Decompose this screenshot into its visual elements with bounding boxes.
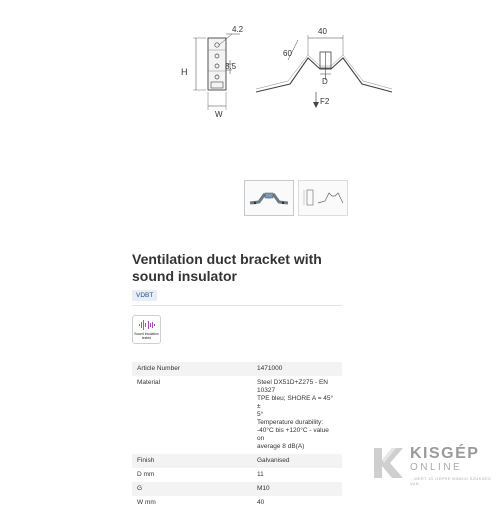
product-title: Ventilation duct bracket with sound insulator xyxy=(132,251,322,284)
technical-drawing xyxy=(160,20,410,120)
bracket-width-label: 40 xyxy=(318,27,327,36)
product-photo-thumbnail[interactable] xyxy=(244,180,294,216)
watermark-brand: KISGÉP xyxy=(410,445,480,462)
watermark-slogan: ...MERT JÓ GÉPRE MINDIG SZÜKSÉG VAN xyxy=(410,476,491,486)
spec-row-g xyxy=(132,482,342,496)
spec-value: Steel DX51D+Z275 - EN 10327 TPE bleu; SHORE A = 45° ± 5° Temperature durability: -40°C bis +120°C - value on average 8 dB(A) xyxy=(257,379,334,450)
side-view-bracket xyxy=(256,58,392,92)
height-label: H xyxy=(181,67,188,77)
sound-insulation-badge xyxy=(132,315,161,344)
width-label: W xyxy=(215,110,223,119)
diameter-label: D xyxy=(322,77,328,86)
spec-value: 1471000 xyxy=(257,365,283,372)
divider xyxy=(132,305,342,306)
spec-key: Material xyxy=(137,379,161,386)
bracket-photo-icon xyxy=(247,185,291,211)
spec-value: M10 xyxy=(257,485,270,492)
image-gallery-thumbnails xyxy=(244,180,348,216)
spec-row-material xyxy=(132,376,342,454)
spec-key: W mm xyxy=(137,499,156,506)
kisgep-logo-icon xyxy=(372,446,406,480)
spec-value: 40 xyxy=(257,499,265,506)
angle-label: 60 xyxy=(283,49,292,58)
watermark-logo xyxy=(372,446,500,486)
sound-wave-icon xyxy=(138,319,156,331)
spec-row-article-number xyxy=(132,362,342,376)
dim-top-label: 4.2 xyxy=(232,25,244,34)
spec-key: Article Number xyxy=(137,365,180,372)
product-code-badge: VDBT xyxy=(132,290,157,301)
spec-key: D mm xyxy=(137,471,155,478)
spec-row-finish xyxy=(132,454,342,468)
spec-row-d-mm xyxy=(132,468,342,482)
force-label: F2 xyxy=(320,97,330,106)
badge-label: Sound insulation tested xyxy=(134,332,159,340)
spec-key: Finish xyxy=(137,457,155,464)
drawing-thumbnail-icon xyxy=(301,185,345,211)
spec-key: G xyxy=(137,485,143,492)
technical-drawing-thumbnail[interactable] xyxy=(298,180,348,216)
spec-value: 11 xyxy=(257,471,264,478)
spec-value: Galvanised xyxy=(257,457,290,464)
specifications-table xyxy=(132,362,342,510)
dim-side-label: 8.5 xyxy=(225,62,237,71)
spec-row-w-mm xyxy=(132,496,342,510)
watermark-brand-line2: ONLINE xyxy=(410,462,463,473)
